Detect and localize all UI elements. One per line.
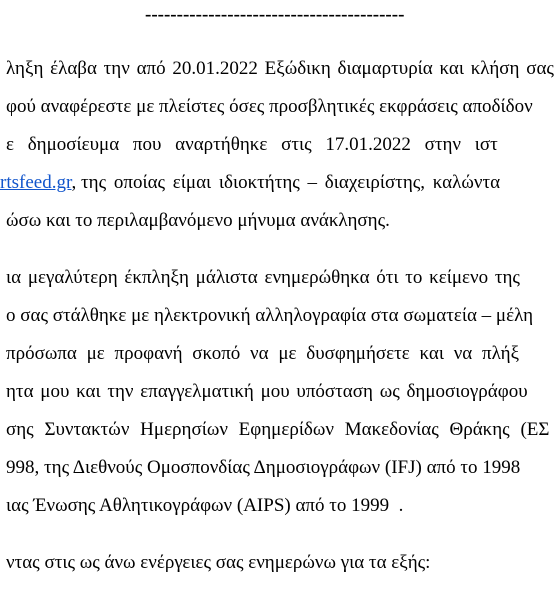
paragraph-2-line-3: πρόσωπα με προφανή σκοπό να με δυσφημήσετε και να πλήξ — [6, 343, 520, 364]
paragraph-1-line-5: ώσω και το περιλαμβανόμενο μήνυμα ανάκλησης. — [6, 210, 390, 231]
link-suffix: , — [71, 172, 77, 193]
paragraph-1-line-3: ε δημοσίευμα που αναρτήθηκε στις 17.01.2022 στην ιστ — [6, 134, 498, 155]
paragraph-3-line-1: ντας στις ως άνω ενέργειες σας ενημερώνω για τα εξής: — [6, 552, 431, 573]
paragraph-1-line-1: ληξη έλαβα την από 20.01.2022 Εξώδικη διαμαρτυρία και κλήση σας — [6, 58, 554, 79]
paragraph-2-line-6: 998, της Διεθνούς Ομοσπονδίας Δημοσιογράφων (IFJ) από το 1998 — [6, 457, 521, 478]
paragraph-2-line-4: ητα μου και την επαγγελματική μου υπόσταση ως δημοσιογράφου — [6, 381, 528, 402]
paragraph-2-line-5: σης Συντακτών Ημερησίων Εφημερίδων Μακεδονίας Θράκης (ΕΣ — [6, 419, 550, 440]
paragraph-2-line-2: ο σας στάλθηκε με ηλεκτρονική αλληλογραφία στα σωματεία – μέλη — [6, 305, 534, 326]
paragraph-1-line-2: φού αναφέρεστε με πλείστες όσες προσβλητικές εκφράσεις αποδίδον — [6, 96, 533, 117]
paragraph-2-line-1: ια μεγαλύτερη έκπληξη μάλιστα ενημερώθηκα ότι το κείμενο της — [6, 267, 520, 288]
paragraph-1-line-4-text: της οποίας είμαι ιδιοκτήτης – διαχειρίστης, καλώντα — [81, 172, 501, 193]
website-link[interactable]: rtsfeed.gr — [0, 172, 72, 193]
separator-line: ----------------------------------------- — [145, 4, 405, 25]
paragraph-2-line-7: ιας Ένωσης Αθλητικογράφων (AIPS) από το 1999 . — [6, 495, 404, 516]
paragraph-1-line-4 — [0, 171, 500, 195]
